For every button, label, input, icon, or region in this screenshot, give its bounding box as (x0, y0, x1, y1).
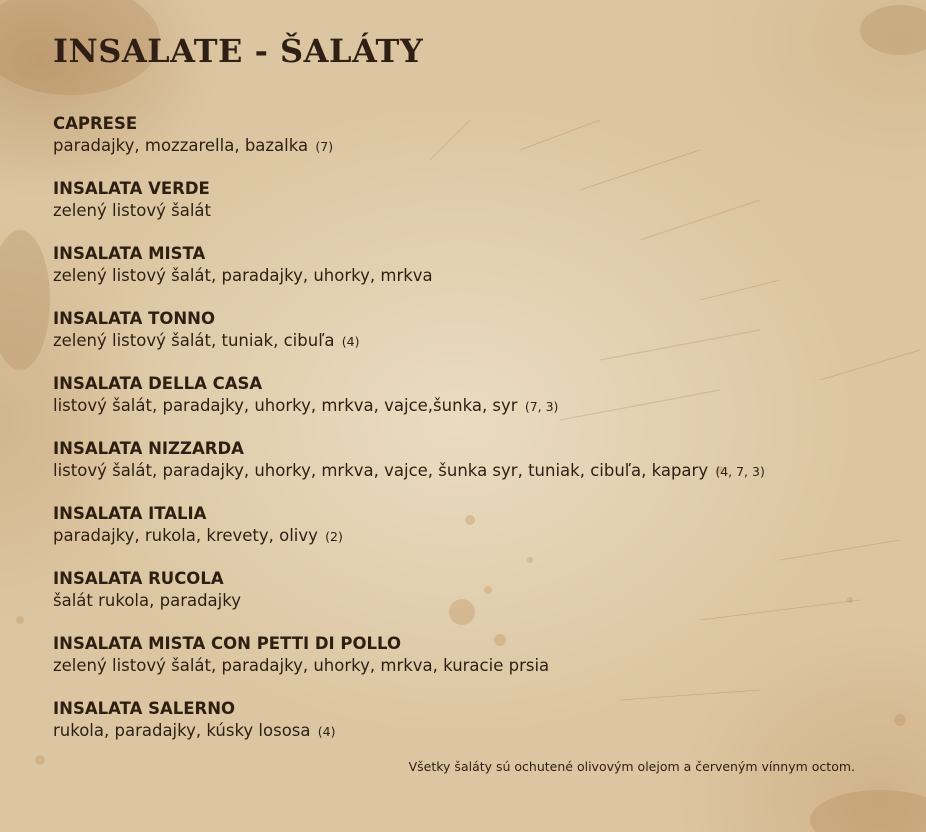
item-allergens: (2) (325, 529, 343, 544)
menu-item (53, 308, 873, 373)
item-allergens: (7) (315, 139, 334, 154)
item-description (53, 525, 873, 548)
item-ingredients: zelený listový šalát, tuniak, cibuľa (53, 331, 335, 350)
item-name: INSALATA RUCOLA (53, 569, 224, 588)
item-allergens: (7, 3) (524, 399, 559, 414)
item-allergens: (4) (317, 724, 336, 739)
menu-item (53, 633, 873, 698)
item-name: INSALATA ITALIA (53, 504, 207, 523)
item-description (53, 720, 873, 743)
item-ingredients: šalát rukola, paradajky (53, 591, 241, 610)
item-ingredients: paradajky, rukola, krevety, olivy (53, 526, 318, 545)
item-allergens: (4) (341, 334, 360, 349)
item-ingredients: listový šalát, paradajky, uhorky, mrkva, vajce,šunka, syr (53, 396, 518, 415)
item-ingredients: paradajky, mozzarella, bazalka (53, 136, 309, 155)
item-ingredients: zelený listový šalát (53, 201, 211, 220)
item-description (53, 135, 873, 158)
item-description (53, 265, 873, 288)
menu-item (53, 698, 873, 763)
item-name: INSALATA SALERNO (53, 699, 236, 718)
item-ingredients: zelený listový šalát, paradajky, uhorky, mrkva, kuracie prsia (53, 656, 550, 675)
item-name: INSALATA MISTA CON PETTI DI POLLO (53, 634, 402, 653)
menu-list (53, 113, 873, 763)
item-allergens: (4, 7, 3) (715, 464, 765, 479)
page-title: INSALATE - ŠALÁTY (53, 32, 424, 70)
item-description (53, 200, 873, 223)
item-description (53, 655, 873, 678)
item-description (53, 590, 873, 613)
item-description (53, 395, 873, 418)
item-name: INSALATA MISTA (53, 244, 206, 263)
item-description (53, 460, 873, 483)
menu-item (53, 243, 873, 308)
menu-item (53, 438, 873, 503)
item-name: INSALATA DELLA CASA (53, 374, 263, 393)
item-name: INSALATA TONNO (53, 309, 216, 328)
item-ingredients: zelený listový šalát, paradajky, uhorky, mrkva (53, 266, 433, 285)
menu-item (53, 113, 873, 178)
item-description (53, 330, 873, 353)
item-ingredients: rukola, paradajky, kúsky lososa (53, 721, 311, 740)
menu-item (53, 373, 873, 438)
footnote: Všetky šaláty sú ochutené olivovým olejom a červeným vínnym octom. (408, 759, 855, 774)
menu-item (53, 503, 873, 568)
menu-item (53, 178, 873, 243)
item-name: INSALATA VERDE (53, 179, 210, 198)
item-name: CAPRESE (53, 114, 138, 133)
item-ingredients: listový šalát, paradajky, uhorky, mrkva, vajce, šunka syr, tuniak, cibuľa, kapary (53, 461, 709, 480)
menu-item (53, 568, 873, 633)
item-name: INSALATA NIZZARDA (53, 439, 244, 458)
